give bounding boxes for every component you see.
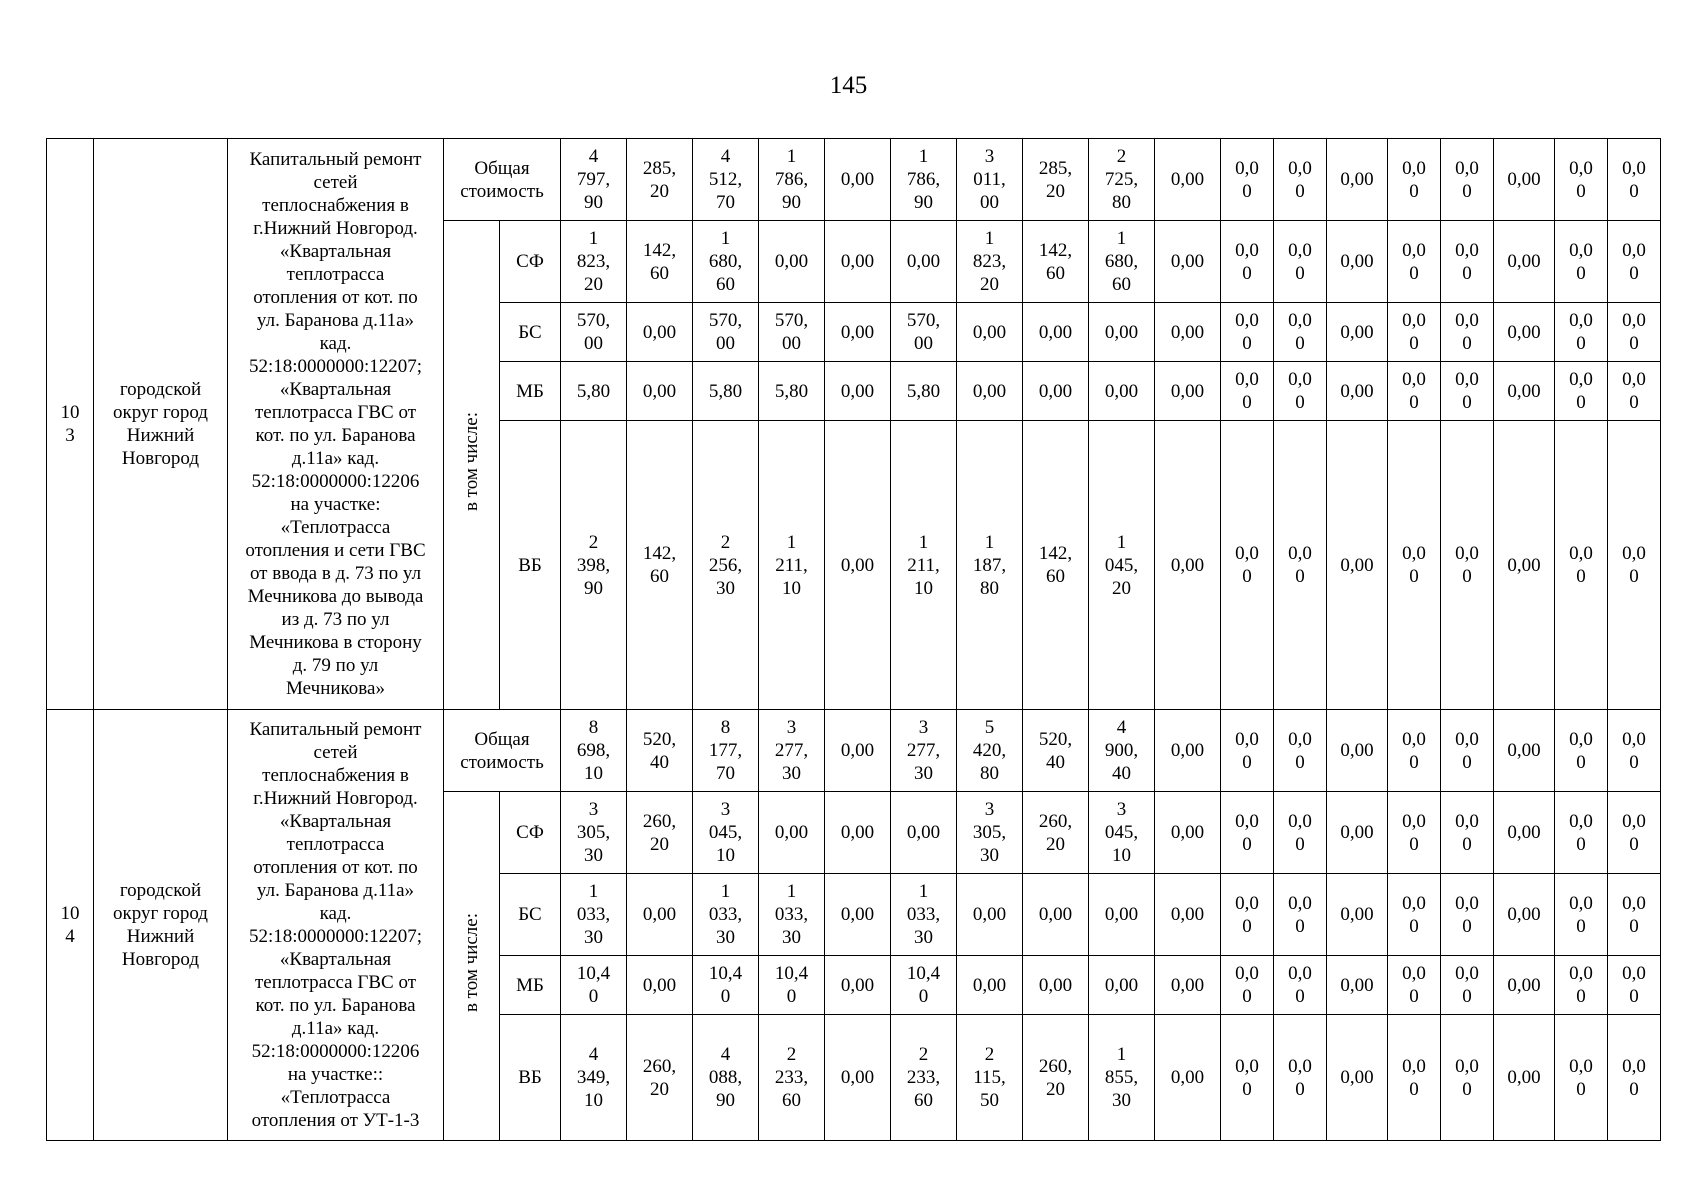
value-cell: 1 786, 90 (759, 139, 825, 221)
funding-table (46, 138, 1661, 1141)
value-cell: 0,00 (825, 221, 891, 303)
value-cell: 0,0 0 (1441, 1015, 1494, 1141)
value-cell: 0,0 0 (1441, 362, 1494, 421)
value-cell: 0,0 0 (1608, 362, 1661, 421)
value-cell: 520, 40 (627, 710, 693, 792)
value-cell: 0,00 (825, 956, 891, 1015)
value-cell: 8 698, 10 (561, 710, 627, 792)
value-cell: 0,0 0 (1274, 874, 1327, 956)
value-cell: 0,0 0 (1608, 710, 1661, 792)
value-cell: 0,00 (1155, 1015, 1221, 1141)
value-cell: 0,00 (759, 792, 825, 874)
value-cell: 0,0 0 (1608, 421, 1661, 710)
value-cell: 3 305, 30 (561, 792, 627, 874)
value-cell: 0,00 (1155, 956, 1221, 1015)
value-cell: 2 233, 60 (891, 1015, 957, 1141)
value-cell: 0,00 (891, 792, 957, 874)
value-cell: 1 045, 20 (1089, 421, 1155, 710)
funding-source-label: МБ (500, 956, 561, 1015)
value-cell: 0,00 (627, 362, 693, 421)
value-cell: 0,0 0 (1555, 874, 1608, 956)
value-cell: 0,0 0 (1555, 1015, 1608, 1141)
row-number: 10 3 (47, 139, 94, 710)
value-cell: 570, 00 (759, 303, 825, 362)
region-cell: городской округ город Нижний Новгород (94, 710, 228, 1141)
value-cell: 0,00 (1494, 710, 1555, 792)
value-cell: 0,00 (1023, 303, 1089, 362)
value-cell: 0,0 0 (1441, 710, 1494, 792)
value-cell: 0,00 (1327, 139, 1388, 221)
value-cell: 2 398, 90 (561, 421, 627, 710)
value-cell: 3 045, 10 (1089, 792, 1155, 874)
value-cell: 0,0 0 (1274, 421, 1327, 710)
total-cost-label: Общая стоимость (444, 139, 561, 221)
value-cell: 0,0 0 (1388, 710, 1441, 792)
table-row (47, 710, 1661, 792)
value-cell: 5 420, 80 (957, 710, 1023, 792)
value-cell: 0,0 0 (1555, 139, 1608, 221)
value-cell: 0,0 0 (1388, 874, 1441, 956)
value-cell: 0,00 (1155, 710, 1221, 792)
value-cell: 1 033, 30 (759, 874, 825, 956)
value-cell: 142, 60 (627, 421, 693, 710)
value-cell: 0,00 (957, 303, 1023, 362)
value-cell: 0,0 0 (1555, 221, 1608, 303)
value-cell: 0,0 0 (1388, 1015, 1441, 1141)
value-cell: 0,00 (1089, 956, 1155, 1015)
value-cell: 0,00 (1155, 221, 1221, 303)
value-cell: 0,00 (1089, 303, 1155, 362)
project-description: Капитальный ремонт сетей теплоснабжения в г.Нижний Новгород. «Квартальная теплотрасса отопления от кот. по ул. Баранова д.11а» кад. 52:18:0000000:12207; «Квартальная теплотрасса ГВС от кот. по ул. Баранова д.11а» кад. 52:18:0000000:12206 на участке: «Теплотрасса отопления и сети ГВС от ввода в д. 73 по ул Мечникова до вывода из д. 73 по ул Мечникова в сторону д. 79 по ул Мечникова» (228, 139, 444, 710)
including-label-cell (444, 221, 500, 710)
value-cell: 0,0 0 (1608, 956, 1661, 1015)
funding-source-label: ВБ (500, 421, 561, 710)
value-cell: 0,00 (825, 421, 891, 710)
value-cell: 0,0 0 (1608, 1015, 1661, 1141)
value-cell: 0,00 (825, 303, 891, 362)
value-cell: 0,00 (627, 874, 693, 956)
value-cell: 570, 00 (561, 303, 627, 362)
value-cell: 1 033, 30 (561, 874, 627, 956)
value-cell: 0,0 0 (1221, 139, 1274, 221)
value-cell: 10,4 0 (891, 956, 957, 1015)
value-cell: 0,0 0 (1221, 792, 1274, 874)
value-cell: 0,0 0 (1388, 956, 1441, 1015)
value-cell: 2 725, 80 (1089, 139, 1155, 221)
value-cell: 0,0 0 (1221, 710, 1274, 792)
value-cell: 4 088, 90 (693, 1015, 759, 1141)
value-cell: 10,4 0 (759, 956, 825, 1015)
value-cell: 1 823, 20 (561, 221, 627, 303)
value-cell: 0,00 (1494, 303, 1555, 362)
value-cell: 0,0 0 (1221, 874, 1274, 956)
value-cell: 0,0 0 (1441, 139, 1494, 221)
value-cell: 0,00 (1023, 874, 1089, 956)
value-cell: 0,0 0 (1555, 956, 1608, 1015)
value-cell: 4 797, 90 (561, 139, 627, 221)
value-cell: 0,0 0 (1608, 221, 1661, 303)
value-cell: 3 305, 30 (957, 792, 1023, 874)
value-cell: 0,00 (1494, 874, 1555, 956)
value-cell: 1 680, 60 (1089, 221, 1155, 303)
value-cell: 0,00 (627, 303, 693, 362)
value-cell: 3 277, 30 (891, 710, 957, 792)
value-cell: 1 786, 90 (891, 139, 957, 221)
value-cell: 5,80 (693, 362, 759, 421)
value-cell: 0,0 0 (1441, 421, 1494, 710)
value-cell: 1 187, 80 (957, 421, 1023, 710)
value-cell: 0,00 (1494, 362, 1555, 421)
value-cell: 8 177, 70 (693, 710, 759, 792)
value-cell: 0,0 0 (1221, 221, 1274, 303)
value-cell: 0,00 (1155, 303, 1221, 362)
value-cell: 10,4 0 (561, 956, 627, 1015)
value-cell: 2 256, 30 (693, 421, 759, 710)
value-cell: 520, 40 (1023, 710, 1089, 792)
value-cell: 0,0 0 (1608, 874, 1661, 956)
value-cell: 0,00 (1327, 1015, 1388, 1141)
value-cell: 0,00 (825, 874, 891, 956)
region-cell: городской округ город Нижний Новгород (94, 139, 228, 710)
value-cell: 0,0 0 (1388, 303, 1441, 362)
value-cell: 2 233, 60 (759, 1015, 825, 1141)
value-cell: 3 045, 10 (693, 792, 759, 874)
value-cell: 0,00 (759, 221, 825, 303)
value-cell: 0,0 0 (1274, 956, 1327, 1015)
value-cell: 142, 60 (1023, 221, 1089, 303)
funding-source-label: СФ (500, 221, 561, 303)
value-cell: 0,0 0 (1221, 303, 1274, 362)
value-cell: 0,00 (1494, 139, 1555, 221)
value-cell: 0,0 0 (1274, 303, 1327, 362)
value-cell: 0,00 (1155, 874, 1221, 956)
value-cell: 0,00 (825, 792, 891, 874)
value-cell: 260, 20 (627, 1015, 693, 1141)
including-label-cell (444, 792, 500, 1141)
value-cell: 142, 60 (627, 221, 693, 303)
value-cell: 1 033, 30 (693, 874, 759, 956)
table-row (47, 139, 1661, 221)
value-cell: 0,0 0 (1274, 1015, 1327, 1141)
value-cell: 0,0 0 (1388, 221, 1441, 303)
including-label: в том числе: (461, 913, 482, 1013)
value-cell: 0,00 (1155, 792, 1221, 874)
value-cell: 260, 20 (1023, 1015, 1089, 1141)
funding-source-label: МБ (500, 362, 561, 421)
value-cell: 0,0 0 (1555, 792, 1608, 874)
value-cell: 0,00 (1327, 710, 1388, 792)
value-cell: 0,0 0 (1274, 362, 1327, 421)
value-cell: 0,0 0 (1555, 710, 1608, 792)
funding-source-label: БС (500, 303, 561, 362)
value-cell: 0,0 0 (1388, 362, 1441, 421)
value-cell: 0,00 (1155, 139, 1221, 221)
value-cell: 0,00 (1327, 956, 1388, 1015)
value-cell: 0,0 0 (1555, 421, 1608, 710)
value-cell: 0,00 (891, 221, 957, 303)
value-cell: 260, 20 (627, 792, 693, 874)
value-cell: 0,00 (825, 362, 891, 421)
value-cell: 0,00 (1327, 421, 1388, 710)
value-cell: 0,00 (1494, 956, 1555, 1015)
value-cell: 0,00 (1155, 421, 1221, 710)
value-cell: 0,00 (1327, 303, 1388, 362)
value-cell: 0,0 0 (1274, 139, 1327, 221)
value-cell: 0,00 (957, 956, 1023, 1015)
funding-source-label: БС (500, 874, 561, 956)
value-cell: 1 211, 10 (759, 421, 825, 710)
value-cell: 1 855, 30 (1089, 1015, 1155, 1141)
value-cell: 0,0 0 (1441, 303, 1494, 362)
value-cell: 0,00 (1155, 362, 1221, 421)
value-cell: 0,0 0 (1221, 956, 1274, 1015)
value-cell: 5,80 (561, 362, 627, 421)
value-cell: 2 115, 50 (957, 1015, 1023, 1141)
value-cell: 0,0 0 (1608, 303, 1661, 362)
value-cell: 0,00 (1023, 956, 1089, 1015)
value-cell: 0,0 0 (1274, 710, 1327, 792)
value-cell: 0,00 (1494, 1015, 1555, 1141)
value-cell: 0,0 0 (1608, 792, 1661, 874)
value-cell: 285, 20 (1023, 139, 1089, 221)
value-cell: 10,4 0 (693, 956, 759, 1015)
value-cell: 0,0 0 (1388, 421, 1441, 710)
value-cell: 1 211, 10 (891, 421, 957, 710)
value-cell: 0,00 (627, 956, 693, 1015)
value-cell: 0,0 0 (1274, 221, 1327, 303)
value-cell: 4 512, 70 (693, 139, 759, 221)
value-cell: 3 277, 30 (759, 710, 825, 792)
value-cell: 4 900, 40 (1089, 710, 1155, 792)
value-cell: 5,80 (891, 362, 957, 421)
value-cell: 4 349, 10 (561, 1015, 627, 1141)
value-cell: 570, 00 (891, 303, 957, 362)
value-cell: 0,0 0 (1608, 139, 1661, 221)
value-cell: 0,00 (1089, 362, 1155, 421)
value-cell: 570, 00 (693, 303, 759, 362)
value-cell: 0,00 (825, 1015, 891, 1141)
value-cell: 0,00 (1327, 792, 1388, 874)
value-cell: 0,0 0 (1441, 956, 1494, 1015)
value-cell: 1 823, 20 (957, 221, 1023, 303)
value-cell: 1 033, 30 (891, 874, 957, 956)
value-cell: 0,00 (1327, 874, 1388, 956)
value-cell: 3 011, 00 (957, 139, 1023, 221)
value-cell: 0,0 0 (1441, 221, 1494, 303)
project-description: Капитальный ремонт сетей теплоснабжения в г.Нижний Новгород. «Квартальная теплотрасса отопления от кот. по ул. Баранова д.11а» кад. 52:18:0000000:12207; «Квартальная теплотрасса ГВС от кот. по ул. Баранова д.11а» кад. 52:18:0000000:12206 на участке:: «Теплотрасса отопления от УТ-1-3 (228, 710, 444, 1141)
value-cell: 0,0 0 (1441, 874, 1494, 956)
total-cost-label: Общая стоимость (444, 710, 561, 792)
value-cell: 0,00 (1023, 362, 1089, 421)
value-cell: 0,00 (1494, 792, 1555, 874)
value-cell: 5,80 (759, 362, 825, 421)
value-cell: 0,0 0 (1388, 792, 1441, 874)
funding-source-label: СФ (500, 792, 561, 874)
value-cell: 260, 20 (1023, 792, 1089, 874)
value-cell: 0,00 (825, 710, 891, 792)
value-cell: 0,0 0 (1274, 792, 1327, 874)
value-cell: 285, 20 (627, 139, 693, 221)
value-cell: 0,00 (957, 874, 1023, 956)
value-cell: 0,0 0 (1221, 421, 1274, 710)
including-label: в том числе: (461, 412, 482, 512)
value-cell: 0,00 (1327, 362, 1388, 421)
funding-source-label: ВБ (500, 1015, 561, 1141)
value-cell: 0,00 (957, 362, 1023, 421)
value-cell: 0,00 (1089, 874, 1155, 956)
value-cell: 0,0 0 (1555, 303, 1608, 362)
value-cell: 142, 60 (1023, 421, 1089, 710)
value-cell: 0,00 (825, 139, 891, 221)
value-cell: 0,0 0 (1441, 792, 1494, 874)
value-cell: 0,00 (1327, 221, 1388, 303)
value-cell: 0,0 0 (1555, 362, 1608, 421)
row-number: 10 4 (47, 710, 94, 1141)
value-cell: 0,0 0 (1221, 362, 1274, 421)
value-cell: 0,0 0 (1221, 1015, 1274, 1141)
value-cell: 0,00 (1494, 421, 1555, 710)
page-number: 145 (829, 72, 868, 99)
value-cell: 0,0 0 (1388, 139, 1441, 221)
value-cell: 0,00 (1494, 221, 1555, 303)
value-cell: 1 680, 60 (693, 221, 759, 303)
